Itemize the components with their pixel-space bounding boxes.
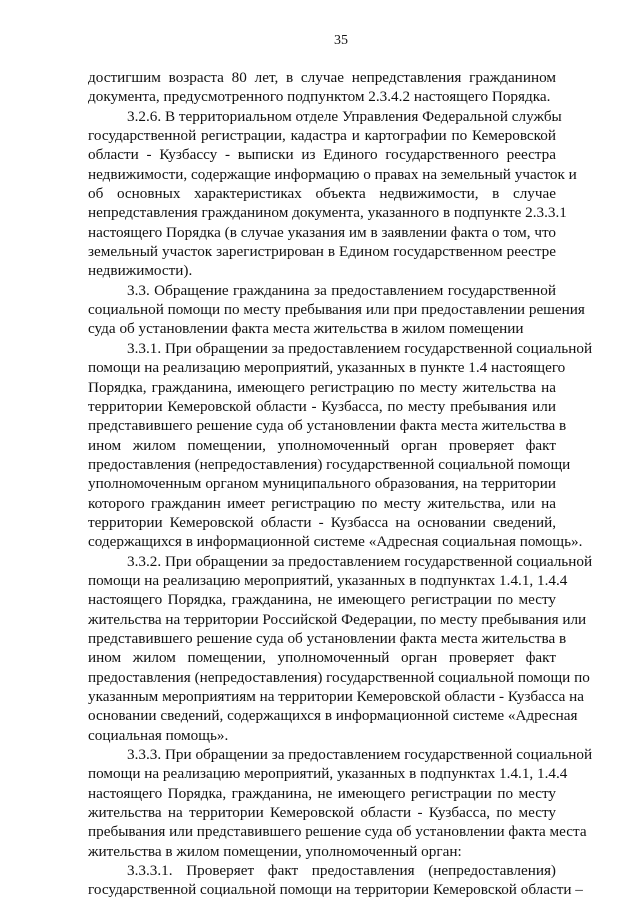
text-line: Порядка, гражданина, имеющего регистрацию по месту жительства на <box>88 378 556 396</box>
text-line: жительства в жилом помещении, уполномоченный орган: <box>88 842 462 860</box>
text-line: об основных характеристиках объекта недвижимости, в случае <box>88 185 556 203</box>
text-line: государственной регистрации, кадастра и картографии по Кемеровской <box>88 127 556 145</box>
text-line: помощи на реализацию мероприятий, указанных в подпунктах 1.4.1, 1.4.4 <box>88 571 568 589</box>
text-line: настоящего Порядка (в случае указания им в заявлении факта о том, что <box>88 223 556 241</box>
text-line: ином жилом помещении, уполномоченный орган проверяет факт <box>88 436 556 454</box>
text-line: предоставления (непредоставления) государственной социальной помощи <box>88 455 571 473</box>
text-line: пребывания или представившего решение суда об установлении факта места <box>88 823 587 841</box>
text-line: настоящего Порядка, гражданина, не имеющего регистрации по месту <box>88 784 556 802</box>
text-line: представившего решение суда об установлении факта места жительства в <box>88 417 567 435</box>
text-line: территории Кемеровской области - Кузбасса, по месту пребывания или <box>88 397 556 415</box>
text-line: жительства на территории Кемеровской области - Кузбасса, по месту <box>88 804 556 822</box>
text-line: представившего решение суда об установлении факта места жительства в <box>88 629 567 647</box>
page-number: 35 <box>334 33 348 48</box>
text-line: настоящего Порядка, гражданина, не имеющего регистрации по месту <box>88 591 556 609</box>
text-line: области - Кузбассу - выписки из Единого государственного реестра <box>88 146 556 164</box>
text-line: которого гражданин имеет регистрацию по месту жительства, или на <box>88 494 556 512</box>
text-line: территории Кемеровской области - Кузбасса на основании сведений, <box>88 513 556 531</box>
text-line: недвижимости, содержащие информацию о правах на земельный участок и <box>88 165 577 183</box>
text-line: предоставления (непредоставления) государственной социальной помощи по <box>88 668 590 686</box>
text-line: земельный участок зарегистрирован в Едином государственном реестре <box>88 243 556 261</box>
text-line: 3.3. Обращение гражданина за предоставлением государственной <box>127 281 556 299</box>
text-line: непредставления гражданином документа, указанного в подпункте 2.3.3.1 <box>88 204 567 222</box>
text-line: 3.3.3.1. Проверяет факт предоставления (непредоставления) <box>127 862 556 880</box>
text-line: 3.3.2. При обращении за предоставлением государственной социальной <box>127 552 593 570</box>
text-line: недвижимости). <box>88 262 193 280</box>
text-line: уполномоченным органом муниципального образования, на территории <box>88 475 556 493</box>
text-line: документа, предусмотренного подпунктом 2.3.4.2 настоящего Порядка. <box>88 88 551 106</box>
text-line: государственной социальной помощи на территории Кемеровской области – <box>88 881 583 899</box>
text-line: достигшим возраста 80 лет, в случае непредставления гражданином <box>88 69 556 86</box>
text-line: указанным мероприятиям на территории Кемеровской области - Кузбасса на <box>88 688 584 705</box>
text-line: социальная помощь». <box>88 726 229 744</box>
text-line: содержащихся в информационной системе «Адресная социальная помощь». <box>88 533 583 551</box>
text-line: помощи на реализацию мероприятий, указанных в пункте 1.4 настоящего <box>88 359 566 377</box>
text-line: основании сведений, содержащихся в информационной системе «Адресная <box>88 707 578 725</box>
text-line: 3.2.6. В территориальном отделе Управления Федеральной службы <box>127 107 562 125</box>
text-line: 3.3.1. При обращении за предоставлением государственной социальной <box>127 339 593 357</box>
document-body <box>88 68 593 900</box>
text-line: суда об установлении факта места жительства в жилом помещении <box>88 320 524 338</box>
text-line: помощи на реализацию мероприятий, указанных в подпунктах 1.4.1, 1.4.4 <box>88 765 568 783</box>
text-line: 3.3.3. При обращении за предоставлением государственной социальной <box>127 746 593 764</box>
text-line: жительства на территории Российской Федерации, по месту пребывания или <box>88 610 587 628</box>
text-line: социальной помощи по месту пребывания или при предоставлении решения <box>88 301 585 319</box>
text-line: ином жилом помещении, уполномоченный орган проверяет факт <box>88 649 556 667</box>
